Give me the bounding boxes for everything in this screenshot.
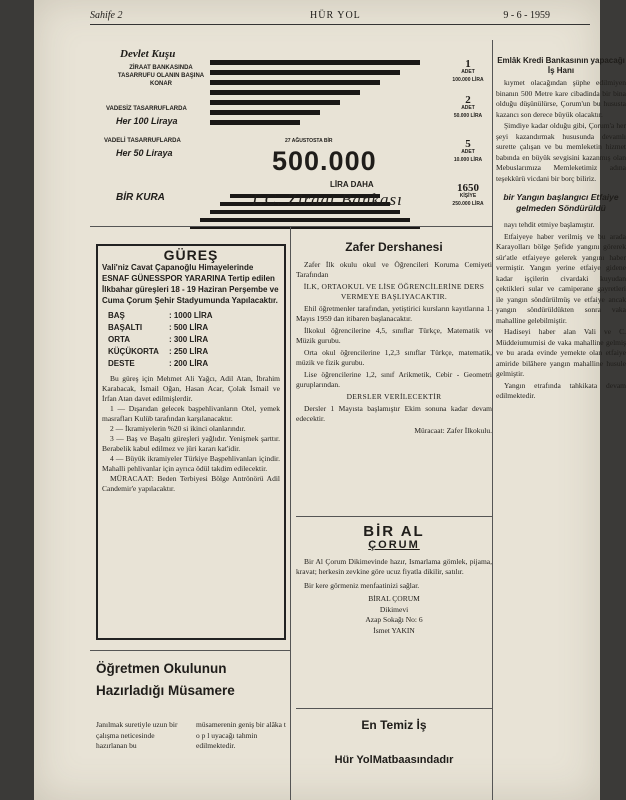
ad-bar: [210, 100, 340, 105]
table-row: ORTA : 300 LİRA: [108, 335, 209, 344]
table-row: DESTE : 200 LİRA: [108, 359, 209, 368]
zafer-title: Zafer Dershanesi: [345, 240, 443, 254]
biral-logo-city: ÇORUM: [368, 539, 420, 551]
biral-logo: BİR AL: [363, 523, 425, 540]
ad-bank: T.C. Ziraat Bankası: [250, 190, 403, 209]
ad-sub: ZİRAAT BANKASINDA TASARRUFU OLANIN BAŞINA KONAR: [117, 65, 205, 87]
matbaa-line-1: En Temiz İş: [361, 718, 427, 732]
yangin-p3: Hadiseyi haber alan Vali ve C. Müddeiumumisi de vaka mahalline gelmiş ve bu arada evinde yemekte olan etfaiye amiride bilâhere yangın mahalline husule gelmiştir.: [496, 327, 626, 378]
ad-bar: [210, 210, 400, 214]
zafer-p5: Orta okul öğrencilerine 1,2,3 sınıflar Türkçe, matematik, müzik ve fizik gurubu.: [296, 348, 492, 367]
emlak-title: Emlâk Kredi Bankasının yapacağı İş Hanı: [497, 56, 625, 75]
biral-ad: [296, 524, 492, 636]
gures-prize-table: [108, 310, 223, 370]
gures-title: GÜREŞ: [163, 247, 219, 263]
gures-lead: Vali'niz Cavat Çapanoğlu Himayelerinde ESNAF GÜNESSPOR YARARINA Tertip edilen İlkbahar güreşleri 18 - 19 Haziran Perşembe ve Cuma Çorum Şehir Stadyumunda Yapılacaktır.: [102, 263, 279, 305]
ad-v50-label: VADELİ TASARRUFLARDA: [104, 138, 181, 144]
section-divider: [90, 650, 290, 651]
biral-p1: Bir Al Çorum Dikimevinde hazır, Ismarlama gömlek, pijama, kravat; herkesin zevkine göre ucuz fiyatla dikilir, satılır.: [296, 556, 492, 576]
ad-bar: [200, 218, 410, 222]
gures-ad: [96, 244, 286, 640]
ogretmen-title-1: Öğretmen Okulunun: [96, 661, 227, 676]
gures-p3: 2 — İkramiyelerin %20 si ikinci olanlarındır.: [110, 424, 246, 433]
header-rule: [90, 24, 590, 25]
emlak-p1: kıymet olacağından şüphe edilmiyen binanın 500 Metre kare cibadinda bir bina olduğu düşünülürse, Çorum'un bu hususta kazancı son derece büyük olacaktır.: [496, 78, 626, 119]
yangin-p2: Etfaiyeye haber verilmiş ve bu arada Karayolları bölge Şefide yangını görerek sür'atle etfaiyeye gelerek yangını haber vermiştir. Yangın yerine etfaiye gidene kadar işçilerin civardaki kuyudan çektikleri sular ve camiperane gayretleri ile yangın söndürülmüş ve etfaiye ancak yangın söndürüldükten sonra vaka mahalline gelebilmiştir.: [496, 231, 626, 325]
gures-p1: Bu güreş için Mehmet Ali Yağcı, Adil Atan, İbrahim Karabacak, İsmail Oğan, Hasan Acar, Çolak İsmail ve İrfan Atan davet edilmişlerdir.: [102, 374, 280, 403]
ogretmen-col-2: müsamerenin geniş bir alâka t o p l uyacağı tahmin edilmektedir.: [196, 720, 286, 750]
ad-bar: [210, 90, 360, 95]
ad-v100-label: VADESİZ TASARRUFLARDA: [106, 106, 187, 112]
yangin-p4: Yangın etrafında tahkikata devam edilmektedir.: [496, 380, 626, 400]
zafer-p4: İlkokul öğrencilerine 4,5, sınıflar Türkçe, Matematik ve Müzik gurubu.: [296, 326, 492, 345]
ad-org: Devlet Kuşu: [120, 48, 176, 60]
section-divider: [296, 516, 492, 517]
paper-name: HÜR YOL: [310, 10, 361, 21]
section-divider: [90, 226, 492, 227]
zafer-p9: Müracaat: Zafer İlkokulu.: [414, 426, 492, 435]
zafer-p2: İLK, ORTAOKUL VE LİSE ÖĞRENCİLERİNE DERS VERMEYE BAŞLIYACAKTIR.: [303, 282, 485, 301]
ad-prize: 1 ADET 100.000 LİRA: [452, 58, 484, 83]
ad-daha: LİRA DAHA: [330, 180, 374, 189]
matbaa-line-2: Hür YolMatbaasındadır: [334, 754, 454, 766]
ad-v100-val: Her 100 Liraya: [116, 116, 178, 126]
table-row: KÜÇÜKORTA : 250 LİRA: [108, 347, 209, 356]
ogretmen-col-1: Janılmak suretiyle uzun bir çalışma neticesinde hazırlanan bu: [96, 720, 178, 750]
table-row: BAŞ : 1000 LİRA: [108, 311, 213, 320]
page-number: Sahife 2: [90, 10, 123, 21]
right-column: [496, 56, 626, 403]
zafer-p7: DERSLER VERİLECEKTİR: [346, 392, 442, 401]
biral-p2: Bir kere görmeniz menfaatinizi sağlar.: [304, 580, 420, 590]
ad-draw-date: 27 AĞUSTOSTA BİR: [285, 138, 333, 144]
matbaa-ad: [296, 712, 492, 766]
column-divider: [492, 40, 493, 800]
gures-p4: 3 — Baş ve Başaltı güreşleri yağlıdır. Yenişmek şarttır. Berabelik kabul edilmez ve jüri kararı kat'idir.: [102, 434, 280, 453]
zafer-p8: Dersler 1 Mayısta başlamıştır Ekim sonuna kadar devam edecektir.: [296, 404, 492, 423]
ad-v50-val: Her 50 Liraya: [116, 148, 173, 158]
page-header: [90, 10, 590, 24]
biral-sig-2: Dikimevi: [379, 604, 409, 614]
gures-p2: 1 — Dışarıdan gelecek başpehlivanların Otel, yemek masrafları Kulüb tarafından karşılanacaktır.: [102, 404, 280, 423]
ad-amount: 500.000: [272, 146, 377, 176]
zafer-p3: Ehil öğretmenler tarafından, yetiştirici kursların kayıtlarına 1. Mayıs 1959 dan itibaren başlanacaktır.: [296, 304, 492, 323]
ad-prize: 1650 KİŞİYE 250.000 LİRA: [452, 182, 484, 207]
biral-sig-1: BİRAL ÇORUM: [368, 594, 420, 603]
yangin-title: bir Yangın başlangıcı Etfaiye gelmeden Söndürüldü: [503, 192, 619, 213]
ad-prize: 2 ADET 50.000 LİRA: [453, 94, 483, 119]
zafer-ad: [296, 236, 492, 438]
ogretmen-article: [96, 660, 286, 750]
ad-prize: 5 ADET 10.000 LİRA: [453, 138, 483, 163]
emlak-p2: Şimdiye kadar olduğu gibi, Çorum'a her şeyi kazandırmak hususunda devamlı surette çalışan ve bu memleketin hizmet babında en büyük sevgisini kazanmış olan Mebuslarımıza Memleketimiz adına teşekkürü vicdani bir borç biliriz.: [496, 121, 626, 183]
ogretmen-title-2: Hazırladığı Müsamere: [96, 683, 235, 698]
ad-bar: [210, 110, 320, 115]
ad-bar: [210, 70, 400, 75]
biral-sig-4: İsmet YAKIN: [373, 625, 415, 635]
ad-bar: [210, 120, 300, 125]
zafer-p6: Lise öğrencilerine 1,2, sınıf Arikmetik, Cebir - Geometri guruplarından.: [296, 370, 492, 389]
table-row: BAŞALTI : 500 LİRA: [108, 323, 209, 332]
ad-kura: BİR KURA: [116, 192, 165, 203]
section-divider: [296, 708, 492, 709]
column-divider: [290, 226, 291, 800]
biral-sig-3: Azap Sokağı No: 6: [365, 615, 423, 624]
yangin-p1: nayı tehdit etmiye başlamıştır.: [504, 220, 595, 229]
ad-bar: [210, 60, 420, 65]
newspaper-page: [34, 0, 626, 800]
gures-p6: MÜRACAAT: Beden Terbiyesi Bölge Antrönörü Adil Candemir'e yapılacaktır.: [102, 474, 280, 493]
gures-p5: 4 — Büyük ikramiyeler Türkiye Başpehlivanları içindir. Mahalli pehlivanlar için ayrıca ödül takdim edilecektir.: [102, 454, 280, 473]
issue-date: 9 - 6 - 1959: [503, 10, 550, 21]
ad-bar: [210, 80, 380, 85]
zafer-p1: Zafer İlk okulu okul ve Öğrencileri Koruma Cemiyeti Tarafından: [296, 260, 492, 279]
